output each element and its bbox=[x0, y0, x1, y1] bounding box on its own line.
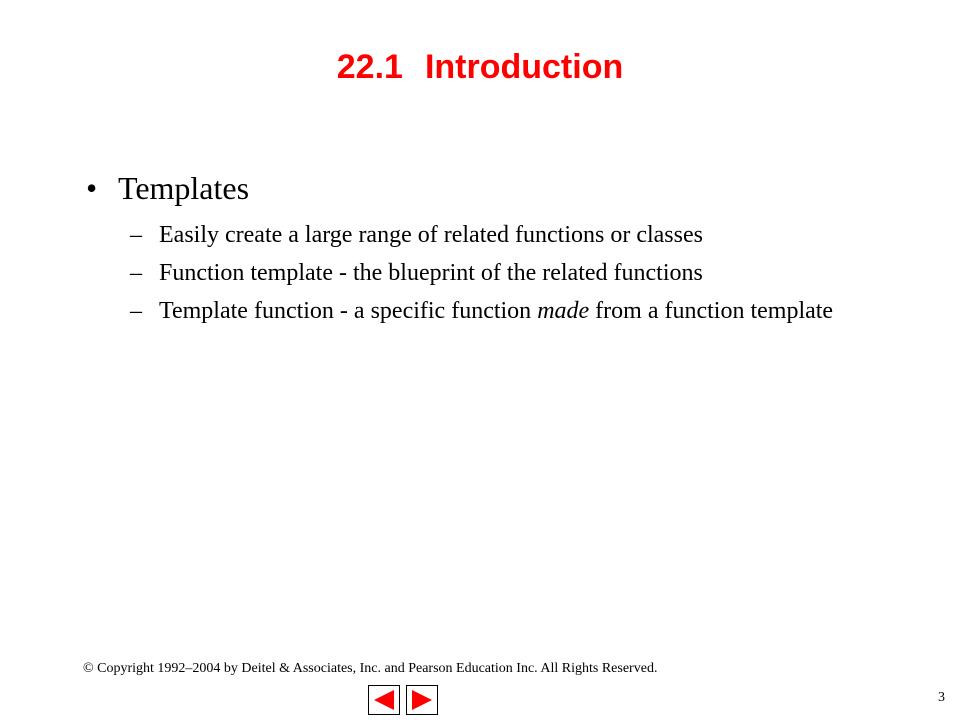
sub-bullet-text bbox=[159, 296, 850, 326]
copyright-notice: © Copyright 1992–2004 by Deitel & Associates, Inc. and Pearson Education Inc. All Rights Reserved. bbox=[83, 661, 658, 676]
sub-bullet-item bbox=[130, 296, 850, 326]
next-slide-button[interactable] bbox=[406, 685, 438, 715]
sub-bullet-text-after: from a function template bbox=[589, 298, 834, 324]
section-number: 22.1 bbox=[336, 48, 403, 86]
sub-bullet-marker: – bbox=[130, 222, 142, 248]
sub-bullet-text: Easily create a large range of related functions or classes bbox=[159, 222, 703, 248]
arrow-right-icon bbox=[409, 688, 435, 712]
bullet-marker: • bbox=[86, 170, 98, 206]
arrow-left-icon bbox=[371, 688, 397, 712]
section-title: Introduction bbox=[424, 48, 624, 86]
bullet-text: Templates bbox=[118, 170, 250, 206]
sub-bullet-marker: – bbox=[130, 298, 142, 324]
slide-title bbox=[0, 48, 960, 87]
bullet-item bbox=[86, 170, 249, 207]
page-number: 3 bbox=[938, 690, 945, 705]
sub-bullet-text-before: Template function - a specific function bbox=[159, 298, 538, 324]
previous-slide-button[interactable] bbox=[368, 685, 400, 715]
sub-bullet-item bbox=[130, 220, 850, 250]
sub-bullet-text: Function template - the blueprint of the related functions bbox=[159, 260, 703, 286]
sub-bullet-item bbox=[130, 258, 850, 288]
sub-bullet-text-emphasis: made bbox=[537, 298, 590, 324]
sub-bullet-marker: – bbox=[130, 260, 142, 286]
slide-navigation bbox=[368, 685, 438, 715]
